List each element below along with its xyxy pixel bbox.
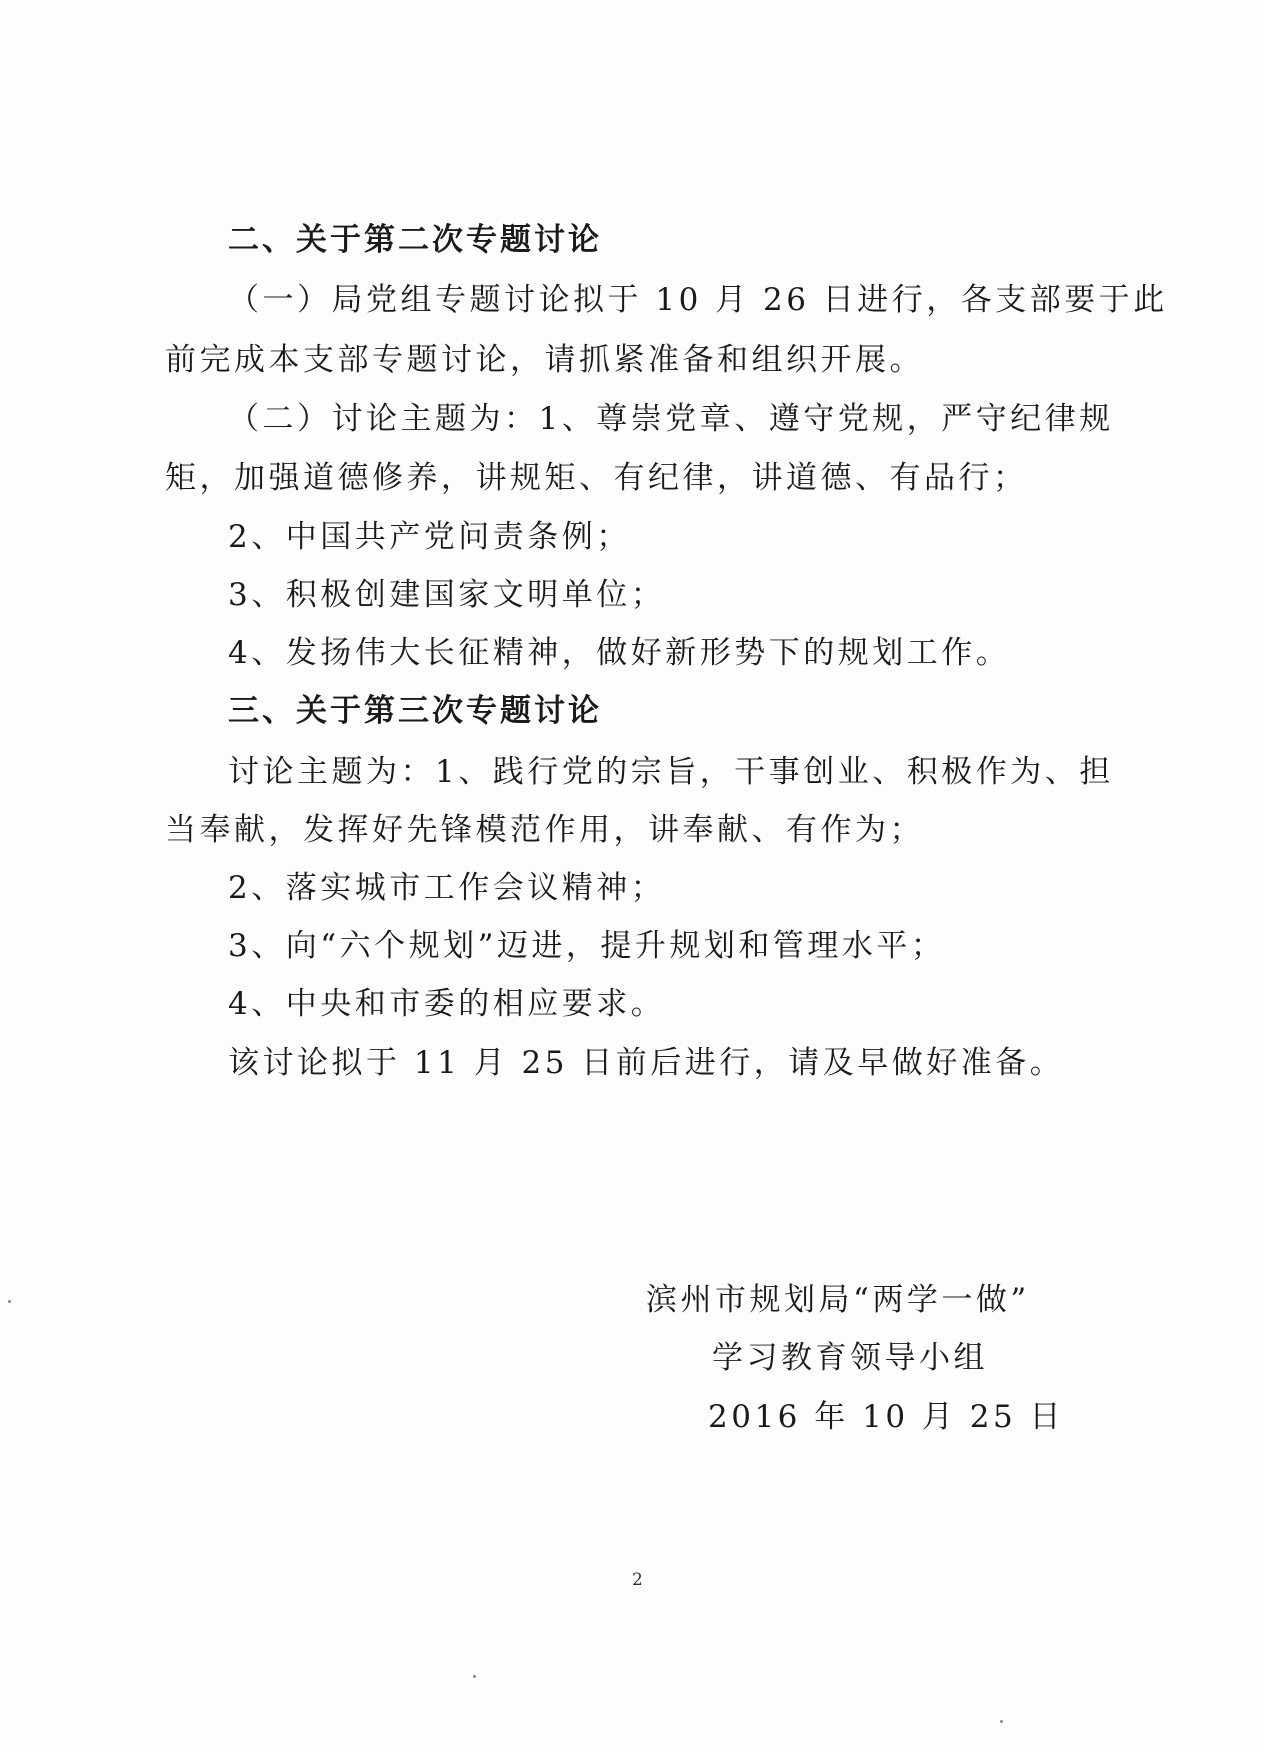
list-item: 2、落实城市工作会议精神；	[228, 870, 666, 906]
paragraph-line: （一）局党组专题讨论拟于 10 月 26 日进行，各支部要于此	[228, 282, 1168, 318]
section-heading-3: 三、关于第三次专题讨论	[228, 693, 602, 729]
list-item: 3、积极创建国家文明单位；	[228, 577, 666, 613]
list-item: 4、发扬伟大长征精神，做好新形势下的规划工作。	[228, 635, 1011, 671]
page-number: 2	[632, 1570, 643, 1590]
scan-speck	[1000, 1720, 1003, 1723]
scan-speck	[473, 1675, 476, 1678]
list-item: 4、中央和市委的相应要求。	[228, 986, 666, 1022]
paragraph-line: 讨论主题为：1、践行党的宗旨，干事创业、积极作为、担	[228, 754, 1114, 790]
section-heading-2: 二、关于第二次专题讨论	[228, 222, 602, 258]
list-item: 2、中国共产党问责条例；	[228, 519, 631, 555]
paragraph-line: （二）讨论主题为：1、尊崇党章、遵守党规，严守纪律规	[228, 401, 1114, 437]
paragraph-line: 前完成本支部专题讨论，请抓紧准备和组织开展。	[165, 342, 924, 378]
paragraph-line: 矩，加强道德修养，讲规矩、有纪律，讲道德、有品行；	[165, 460, 1028, 496]
scan-speck	[8, 1300, 11, 1303]
list-item: 3、向“六个规划”迈进，提升规划和管理水平；	[228, 928, 946, 964]
signature-org-line1: 滨州市规划局“两学一做”	[646, 1282, 1030, 1318]
closing-sentence: 该讨论拟于 11 月 25 日前后进行，请及早做好准备。	[228, 1045, 1065, 1081]
paragraph-line: 当奉献，发挥好先锋模范作用，讲奉献、有作为；	[165, 812, 924, 848]
signature-date: 2016 年 10 月 25 日	[708, 1399, 1065, 1435]
signature-org-line2: 学习教育领导小组	[712, 1340, 988, 1376]
